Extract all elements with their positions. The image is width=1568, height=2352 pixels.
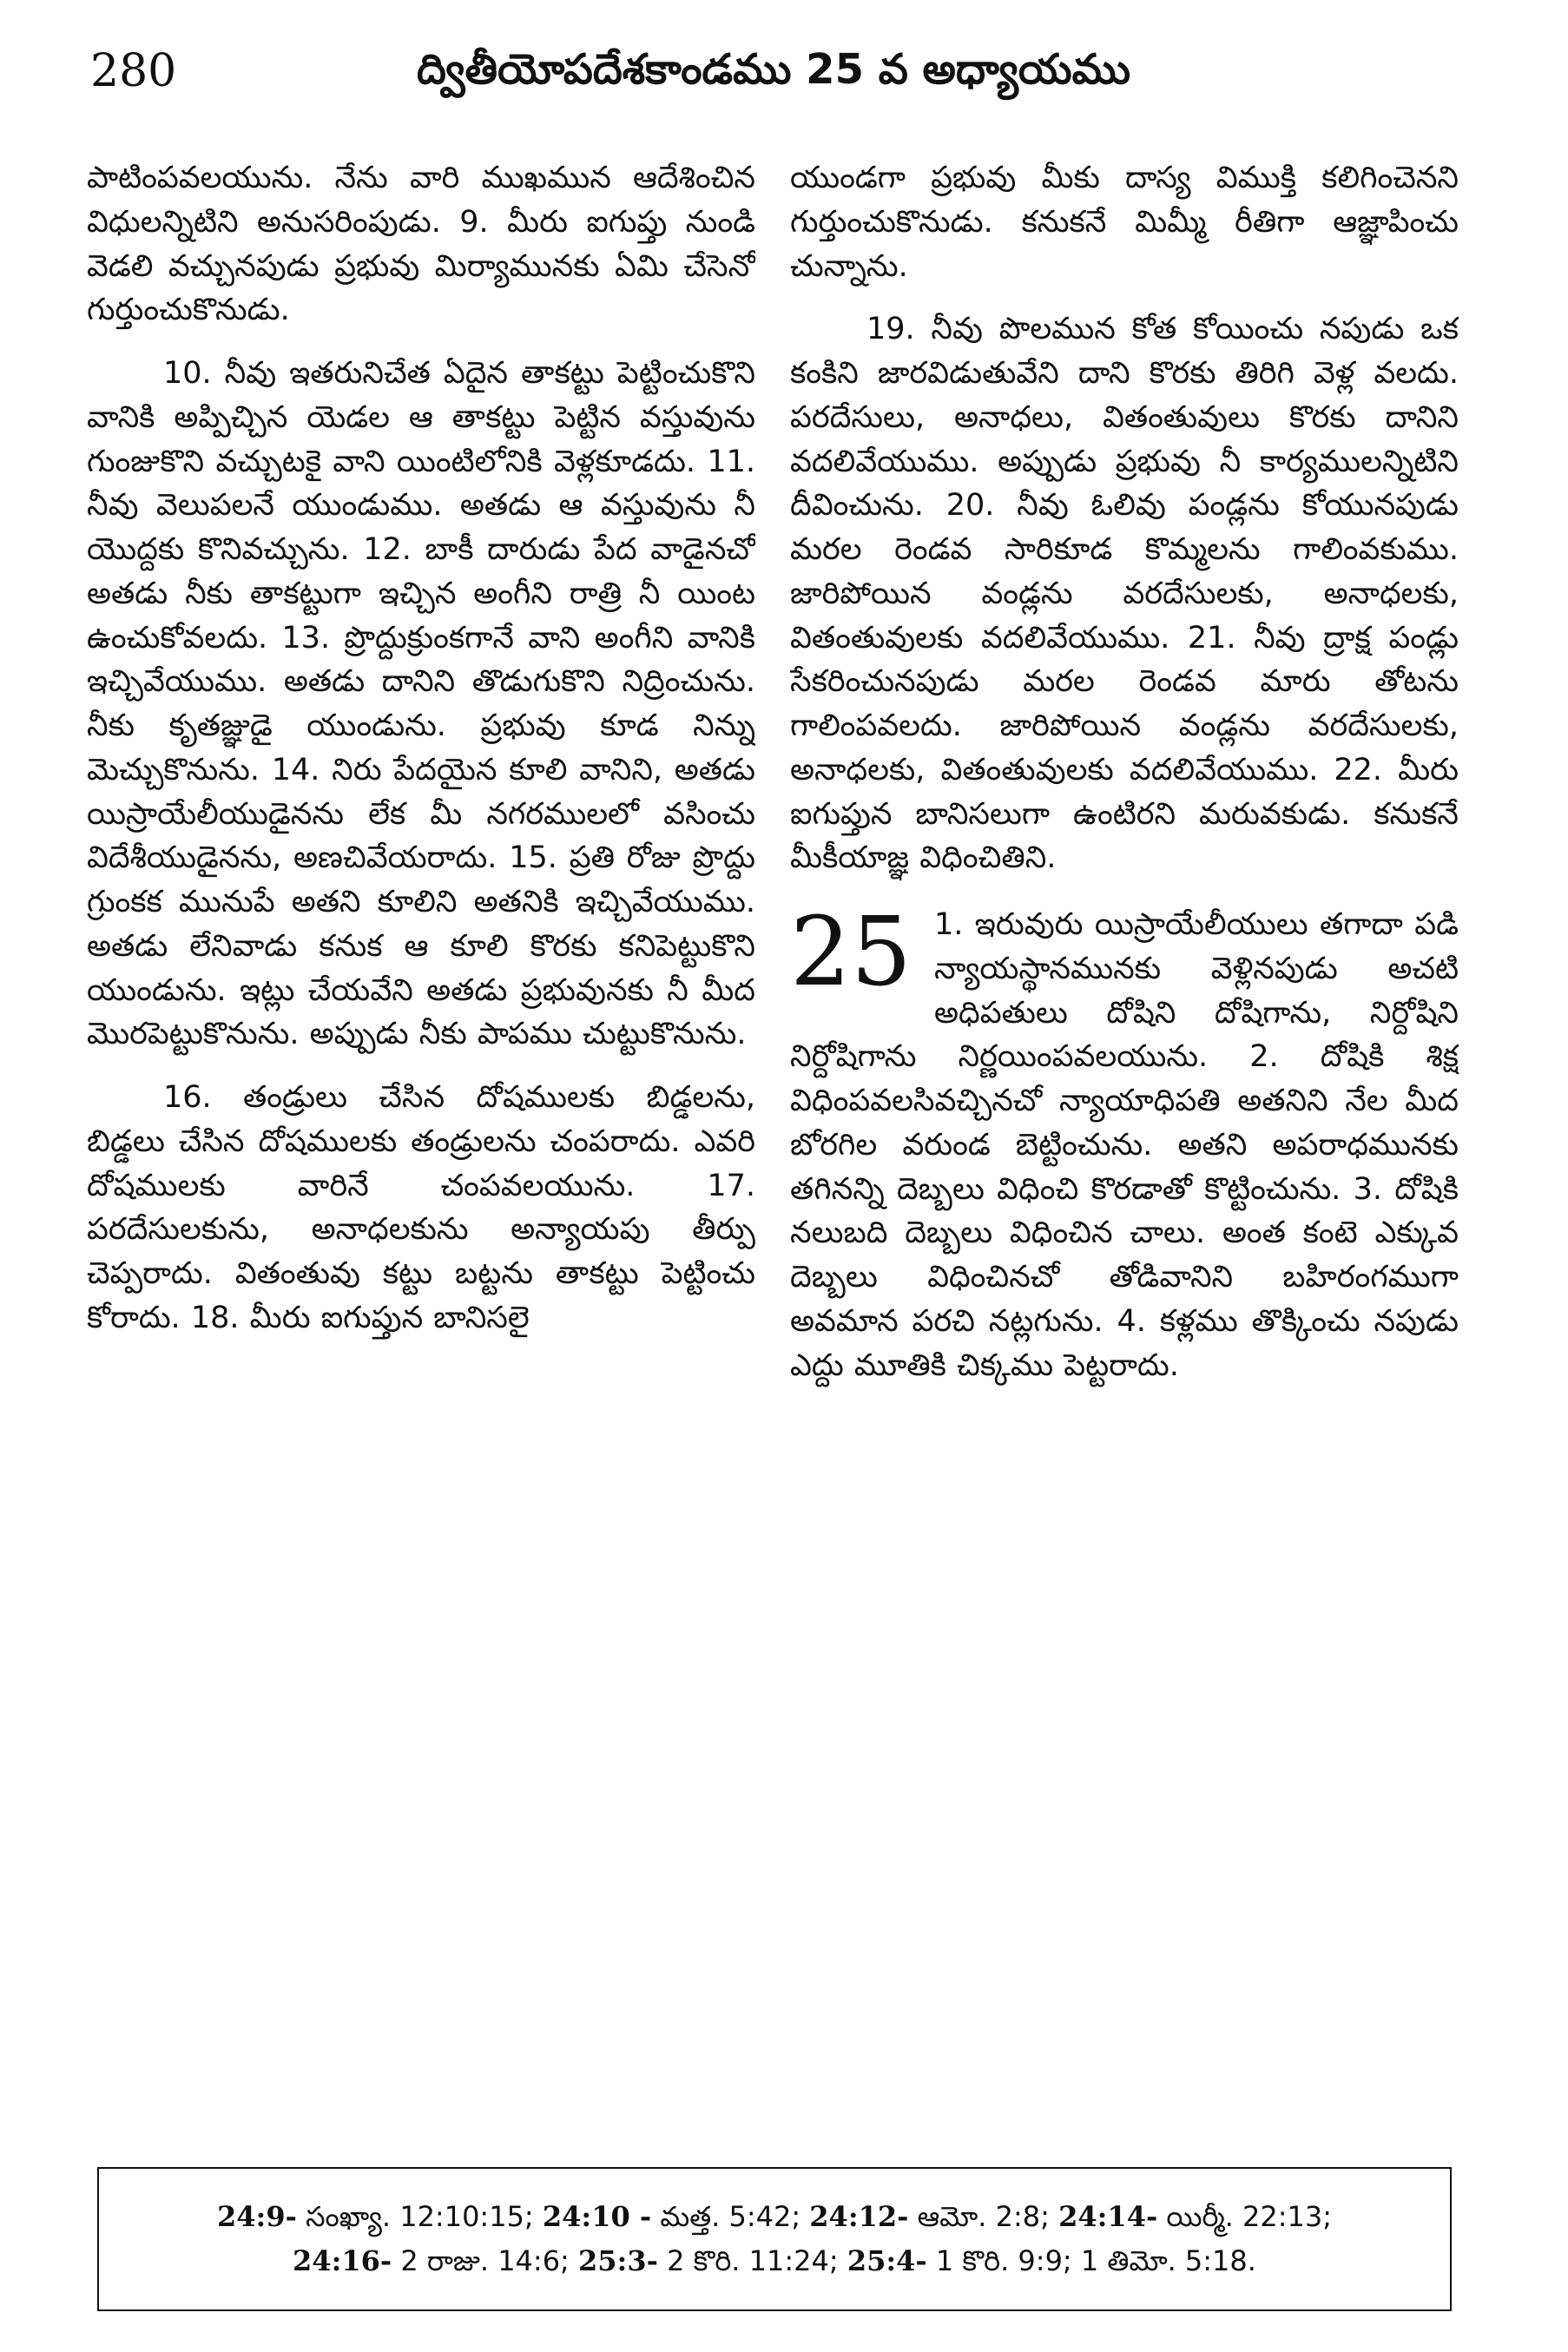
footnote-ref: 25:4-	[847, 2244, 927, 2277]
paragraph: 19. నీవు పొలమున కోత కోయించు నపుడు ఒక కంకిని జారవిడుతువేని దాని కొరకు తిరిగి వెళ్ల వలదు. పరదేసులు, అనాధలు, వితంతువులు కొరకు దానిని వదలివేయుము. అప్పుడు ప్రభువు నీ కార్యములన్నిటిని దీవించును. 20. నీవు ఓలివు పండ్లను కోయునపుడు మరల రెండవ సారికూడ కొమ్మలను గాలింవకుము. జారిపోయిన వండ్లను వరదేసులకు, అనాధలకు, వితంతువులకు వదలివేయుము. 21. నీవు ద్రాక్ష పండ్లు సేకరించునపుడు మరల రెండవ మారు తోటను గాలింపవలదు. జారిపోయిన వండ్లను వరదేసులకు, అనాధలకు, వితంతువులకు వదలివేయుము. 22. మీరు ఐగుప్తున బానిసలుగా ఉంటిరని మరువకుడు. కనుకనే మీకీయాజ్ఞ విధించితిని.	[790, 312, 1459, 876]
footnote-text: 1 కొరి. 9:9; 1 తిమో. 5:18.	[926, 2244, 1256, 2277]
paragraph: పాటింపవలయును. నేను వారి ముఖమున ఆదేశించిన విధులన్నిటిని అనుసరింపుడు. 9. మీరు ఐగుప్తు నుండి వెడలి వచ్చునపుడు ప్రభువు మిర్యామునకు ఏమి చేసెనో గుర్తుంచుకొనుడు.	[87, 161, 755, 328]
footnote-ref: 24:14-	[1058, 2199, 1158, 2233]
cross-reference-box	[97, 2167, 1452, 2311]
footnote-text: 2 రాజు. 14:6;	[392, 2244, 579, 2277]
footnote-ref: 24:16-	[293, 2244, 392, 2277]
cross-reference-line	[293, 2239, 1256, 2283]
footnote-ref: 24:9-	[217, 2199, 297, 2233]
right-column	[790, 156, 1459, 2144]
footnote-ref: 24:12-	[809, 2199, 909, 2233]
footnote-text: 2 కొరి. 11:24;	[657, 2244, 847, 2277]
paragraph: 16. తండ్రులు చేసిన దోషములకు బిడ్డలను, బిడ్డలు చేసిన దోషములకు తండ్రులను చంపరాదు. ఎవరి దోషములకు వారినే చంపవలయును. 17. పరదేసులకును, అనాధలకును అన్యాయపు తీర్పు చెప్పరాదు. వితంతువు కట్టు బట్టను తాకట్టు పెట్టించు కోరాదు. 18. మీరు ఐగుప్తున బానిసలై	[87, 1080, 755, 1335]
chapter-block	[790, 896, 1459, 1387]
running-title: ద్వితీయోపదేశకాండము 25 వ అధ్యాయము	[417, 45, 1130, 94]
cross-reference-line	[217, 2195, 1332, 2239]
paragraph: 10. నీవు ఇతరునిచేత ఏదైన తాకట్టు పెట్టించుకొని వానికి అప్పిచ్చిన యెడల ఆ తాకట్టు పెట్టిన వస్తువును గుంజుకొని వచ్చుటకై వాని యింటిలోనికి వెళ్లకూడదు. 11. నీవు వెలుపలనే యుండుము. అతడు ఆ వస్తువును నీ యొద్దకు కొనివచ్చును. 12. బాకీ దారుడు పేద వాడైనచో అతడు నీకు తాకట్టుగా ఇచ్చిన అంగీని రాత్రి నీ యింట ఉంచుకోవలదు. 13. ప్రొద్దుక్రుంకగానే వాని అంగీని వానికి ఇచ్చివేయుము. అతడు దానిని తొడుగుకొని నిద్రించును. నీకు కృతజ్ఞుడై యుండును. ప్రభువు కూడ నిన్ను మెచ్చుకొనును. 14. నిరు పేదయైన కూలి వానిని, అతడు యిస్రాయేలీయుడైనను లేక మీ నగరములలో వసించు విదేశీయుడైనను, అణచివేయరాదు. 15. ప్రతి రోజు ప్రొద్దు గ్రుంకక మునుపే అతని కూలిని అతనికి ఇచ్చివేయుము. అతడు లేనివాడు కనుక ఆ కూలి కొరకు కనిపెట్టుకొని యుండును. ఇట్లు చేయవేని అతడు ప్రభువునకు నీ మీద మొరపెట్టుకొనును. అప్పుడు నీకు పాపము చుట్టుకొనును.	[87, 356, 755, 1052]
chapter-number: 25	[790, 896, 912, 1007]
page-number: 280	[90, 45, 177, 97]
footnote-text: మత్త. 5:42;	[651, 2199, 810, 2233]
footnote-text: సంఖ్యా. 12:10:15;	[296, 2199, 543, 2233]
chapter-text: 1. ఇరువురు యిస్రాయేలీయులు తగాదా పడి న్యాయస్థానమునకు వెళ్లినపుడు అచటి అధిపతులు దోషిని దోషిగాను, నిర్దోషిని నిర్దోషిగాను నిర్ణయింపవలయును. 2. దోషికి శిక్ష విధింపవలసివచ్చినచో న్యాయాధిపతి అతనిని నేల మీద బోరగిల వరుండ బెట్టించును. అతని అపరాధమునకు తగినన్ని దెబ్బలు విధించి కొరడాతో కొట్టించును. 3. దోషికి నలుబది దెబ్బలు విధించిన చాలు. అంత కంటె ఎక్కువ దెబ్బలు విధించినచో తోడివానిని బహిరంగముగా అవమాన పరచి నట్లగును. 4. కళ్లము తొక్కించు నపుడు ఎద్దు మూతికి చిక్కము పెట్టరాదు.	[790, 907, 1459, 1383]
text-columns	[87, 156, 1459, 2144]
footnote-text: యిర్మీ. 22:13;	[1157, 2199, 1332, 2233]
left-column	[87, 156, 755, 2144]
footnote-text: ఆమో. 2:8;	[908, 2199, 1059, 2233]
footnote-ref: 25:3-	[578, 2244, 658, 2277]
footnote-ref: 24:10 -	[542, 2199, 652, 2233]
paragraph: యుండగా ప్రభువు మీకు దాస్య విముక్తి కలిగించెనని గుర్తుంచుకొనుడు. కనుకనే మిమ్మీ రీతిగా ఆజ్ఞాపించు చున్నాను.	[790, 161, 1459, 284]
